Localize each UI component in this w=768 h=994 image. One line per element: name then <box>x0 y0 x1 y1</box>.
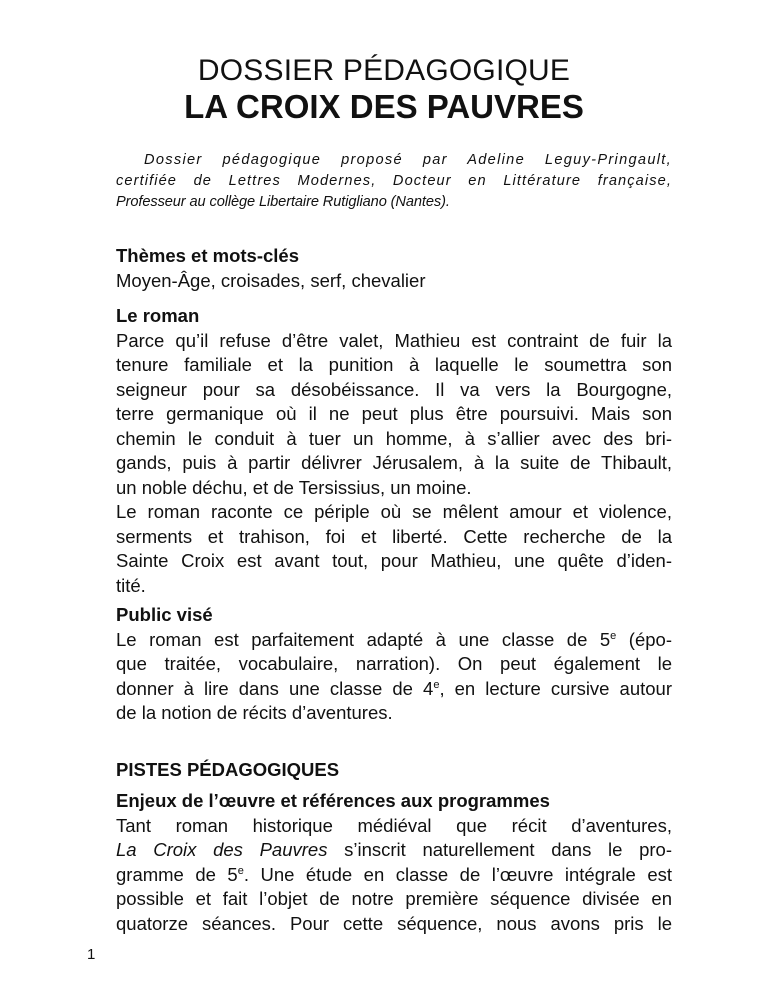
public-line-4: de la notion de récits d’aventures. <box>116 702 393 723</box>
roman-heading: Le roman <box>116 305 200 326</box>
roman-line: terre germanique où il ne peut plus être poursuivi. Mais son <box>116 403 672 424</box>
enjeux-line-3-text: gramme de 5 <box>116 863 238 885</box>
public-paragraph <box>116 628 672 726</box>
roman-paragraph <box>116 329 672 599</box>
enjeux-line-5: quatorze séances. Pour cette séquence, nous avons pris le <box>116 912 672 934</box>
document-subtitle: DOSSIER PÉDAGOGIQUE <box>197 54 571 87</box>
section-enjeux <box>116 789 672 936</box>
public-line-2: que traitée, vocabulaire, narration). On peut également le <box>116 653 672 674</box>
book-title-italic: La Croix des Pauvres <box>116 839 328 860</box>
credit-line-1: Dossier pédagogique proposé par Adeline Leguy-Pringault, <box>144 152 672 168</box>
pistes-heading: PISTES PÉDAGOGIQUES <box>116 759 340 780</box>
public-line-1-tail: (épo- <box>616 628 672 650</box>
roman-line: seigneur pour sa désobéissance. Il va vers la Bourgogne, <box>116 378 672 400</box>
author-credit <box>116 150 672 213</box>
section-themes <box>116 244 672 293</box>
roman-line: serments et trahison, foi et liberté. Cette recherche de la <box>116 525 672 547</box>
credit-line-3: Professeur au collège Libertaire Rutigliano (Nantes). <box>116 194 450 210</box>
enjeux-line-2 <box>116 838 672 863</box>
section-public <box>116 603 672 726</box>
section-roman <box>116 304 672 598</box>
roman-line: un noble déchu, et de Tersissius, un moine. <box>116 476 472 498</box>
enjeux-line-3 <box>116 863 672 888</box>
roman-line: gands, puis à partir délivrer Jérusalem, à la suite de Thibault, <box>116 452 672 473</box>
enjeux-line-4: possible et fait l’objet de notre première séquence divisée en <box>116 888 672 909</box>
enjeux-line-2-tail: s’inscrit naturellement dans le pro- <box>327 839 672 860</box>
page-number: 1 <box>87 946 96 963</box>
roman-line: Le roman raconte ce périple où se mêlent amour et violence, <box>116 501 672 522</box>
enjeux-heading: Enjeux de l’œuvre et références aux programmes <box>116 790 550 811</box>
public-line-1 <box>116 628 672 653</box>
public-heading: Public visé <box>116 604 213 625</box>
superscript: e <box>433 678 440 691</box>
themes-text: Moyen-Âge, croisades, serf, chevalier <box>116 269 426 291</box>
superscript: e <box>237 864 244 877</box>
enjeux-line-1: Tant roman historique médiéval que récit d’aventures, <box>116 814 672 836</box>
public-line-1-text: Le roman est parfaitement adapté à une classe de 5 <box>116 628 611 650</box>
document-title: LA CROIX DES PAUVRES <box>184 88 584 125</box>
roman-line: Sainte Croix est avant tout, pour Mathieu, une quête d’iden- <box>116 550 672 571</box>
themes-heading: Thèmes et mots-clés <box>116 245 300 266</box>
public-line-3 <box>116 677 672 702</box>
credit-line-2: certifiée de Lettres Modernes, Docteur en Littérature française, <box>116 173 672 189</box>
roman-line: tité. <box>116 574 146 596</box>
enjeux-paragraph <box>116 814 672 937</box>
public-line-3-tail: , en lecture cursive autour <box>439 677 672 699</box>
public-line-3-text: donner à lire dans une classe de 4 <box>116 677 434 699</box>
roman-line: chemin le conduit à tuer un homme, à s’allier avec des bri- <box>116 427 672 449</box>
roman-line: Parce qu’il refuse d’être valet, Mathieu est contraint de fuir la <box>116 329 672 351</box>
roman-line: tenure familiale et la punition à laquelle le soumettra son <box>116 354 672 375</box>
enjeux-line-3-tail: . Une étude en classe de l’œuvre intégrale est <box>243 863 673 885</box>
superscript: e <box>610 629 617 642</box>
